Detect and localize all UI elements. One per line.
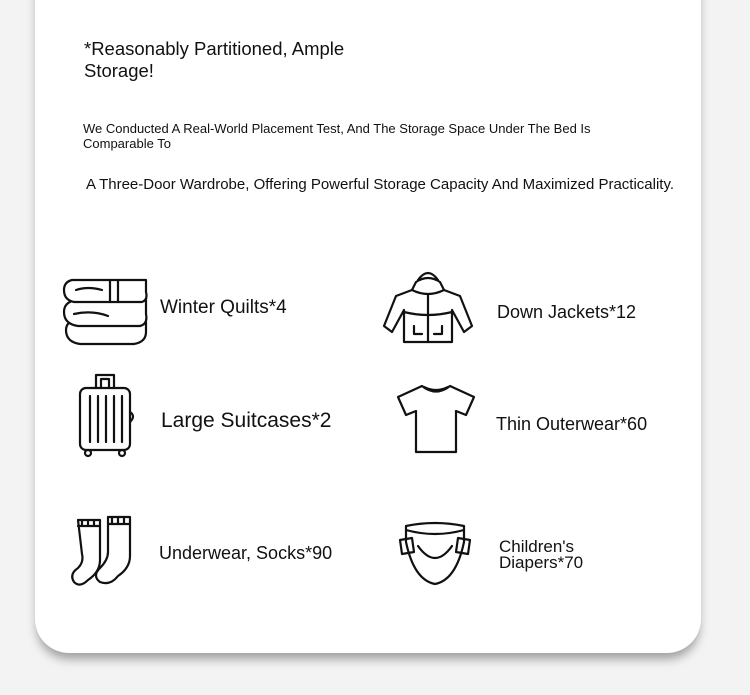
item-label-childrens-diapers: Children's Diapers*70 [499, 537, 584, 572]
item-label-down-jackets: Down Jackets*12 [497, 302, 637, 322]
tshirt-icon [394, 383, 478, 455]
capacity-statement: A Three-Door Wardrobe, Offering Powerful Storage Capacity And Maximized Practicality. [86, 176, 675, 193]
diaper-icon [398, 520, 472, 588]
item-label-winter-quilts: Winter Quilts*4 [160, 297, 287, 318]
headline: *Reasonably Partitioned, Ample Storage! [84, 38, 345, 81]
item-label-thin-outerwear: Thin Outerwear*60 [496, 414, 648, 434]
item-label-large-suitcases: Large Suitcases*2 [161, 409, 332, 432]
item-label-underwear-socks: Underwear, Socks*90 [159, 543, 333, 563]
jacket-icon [382, 268, 474, 346]
quilt-icon [62, 276, 148, 348]
socks-icon [70, 514, 136, 590]
intro-text: We Conducted A Real-World Placement Test, And The Storage Space Under The Bed Is Comparable To [83, 121, 591, 151]
suitcase-icon [76, 372, 136, 458]
